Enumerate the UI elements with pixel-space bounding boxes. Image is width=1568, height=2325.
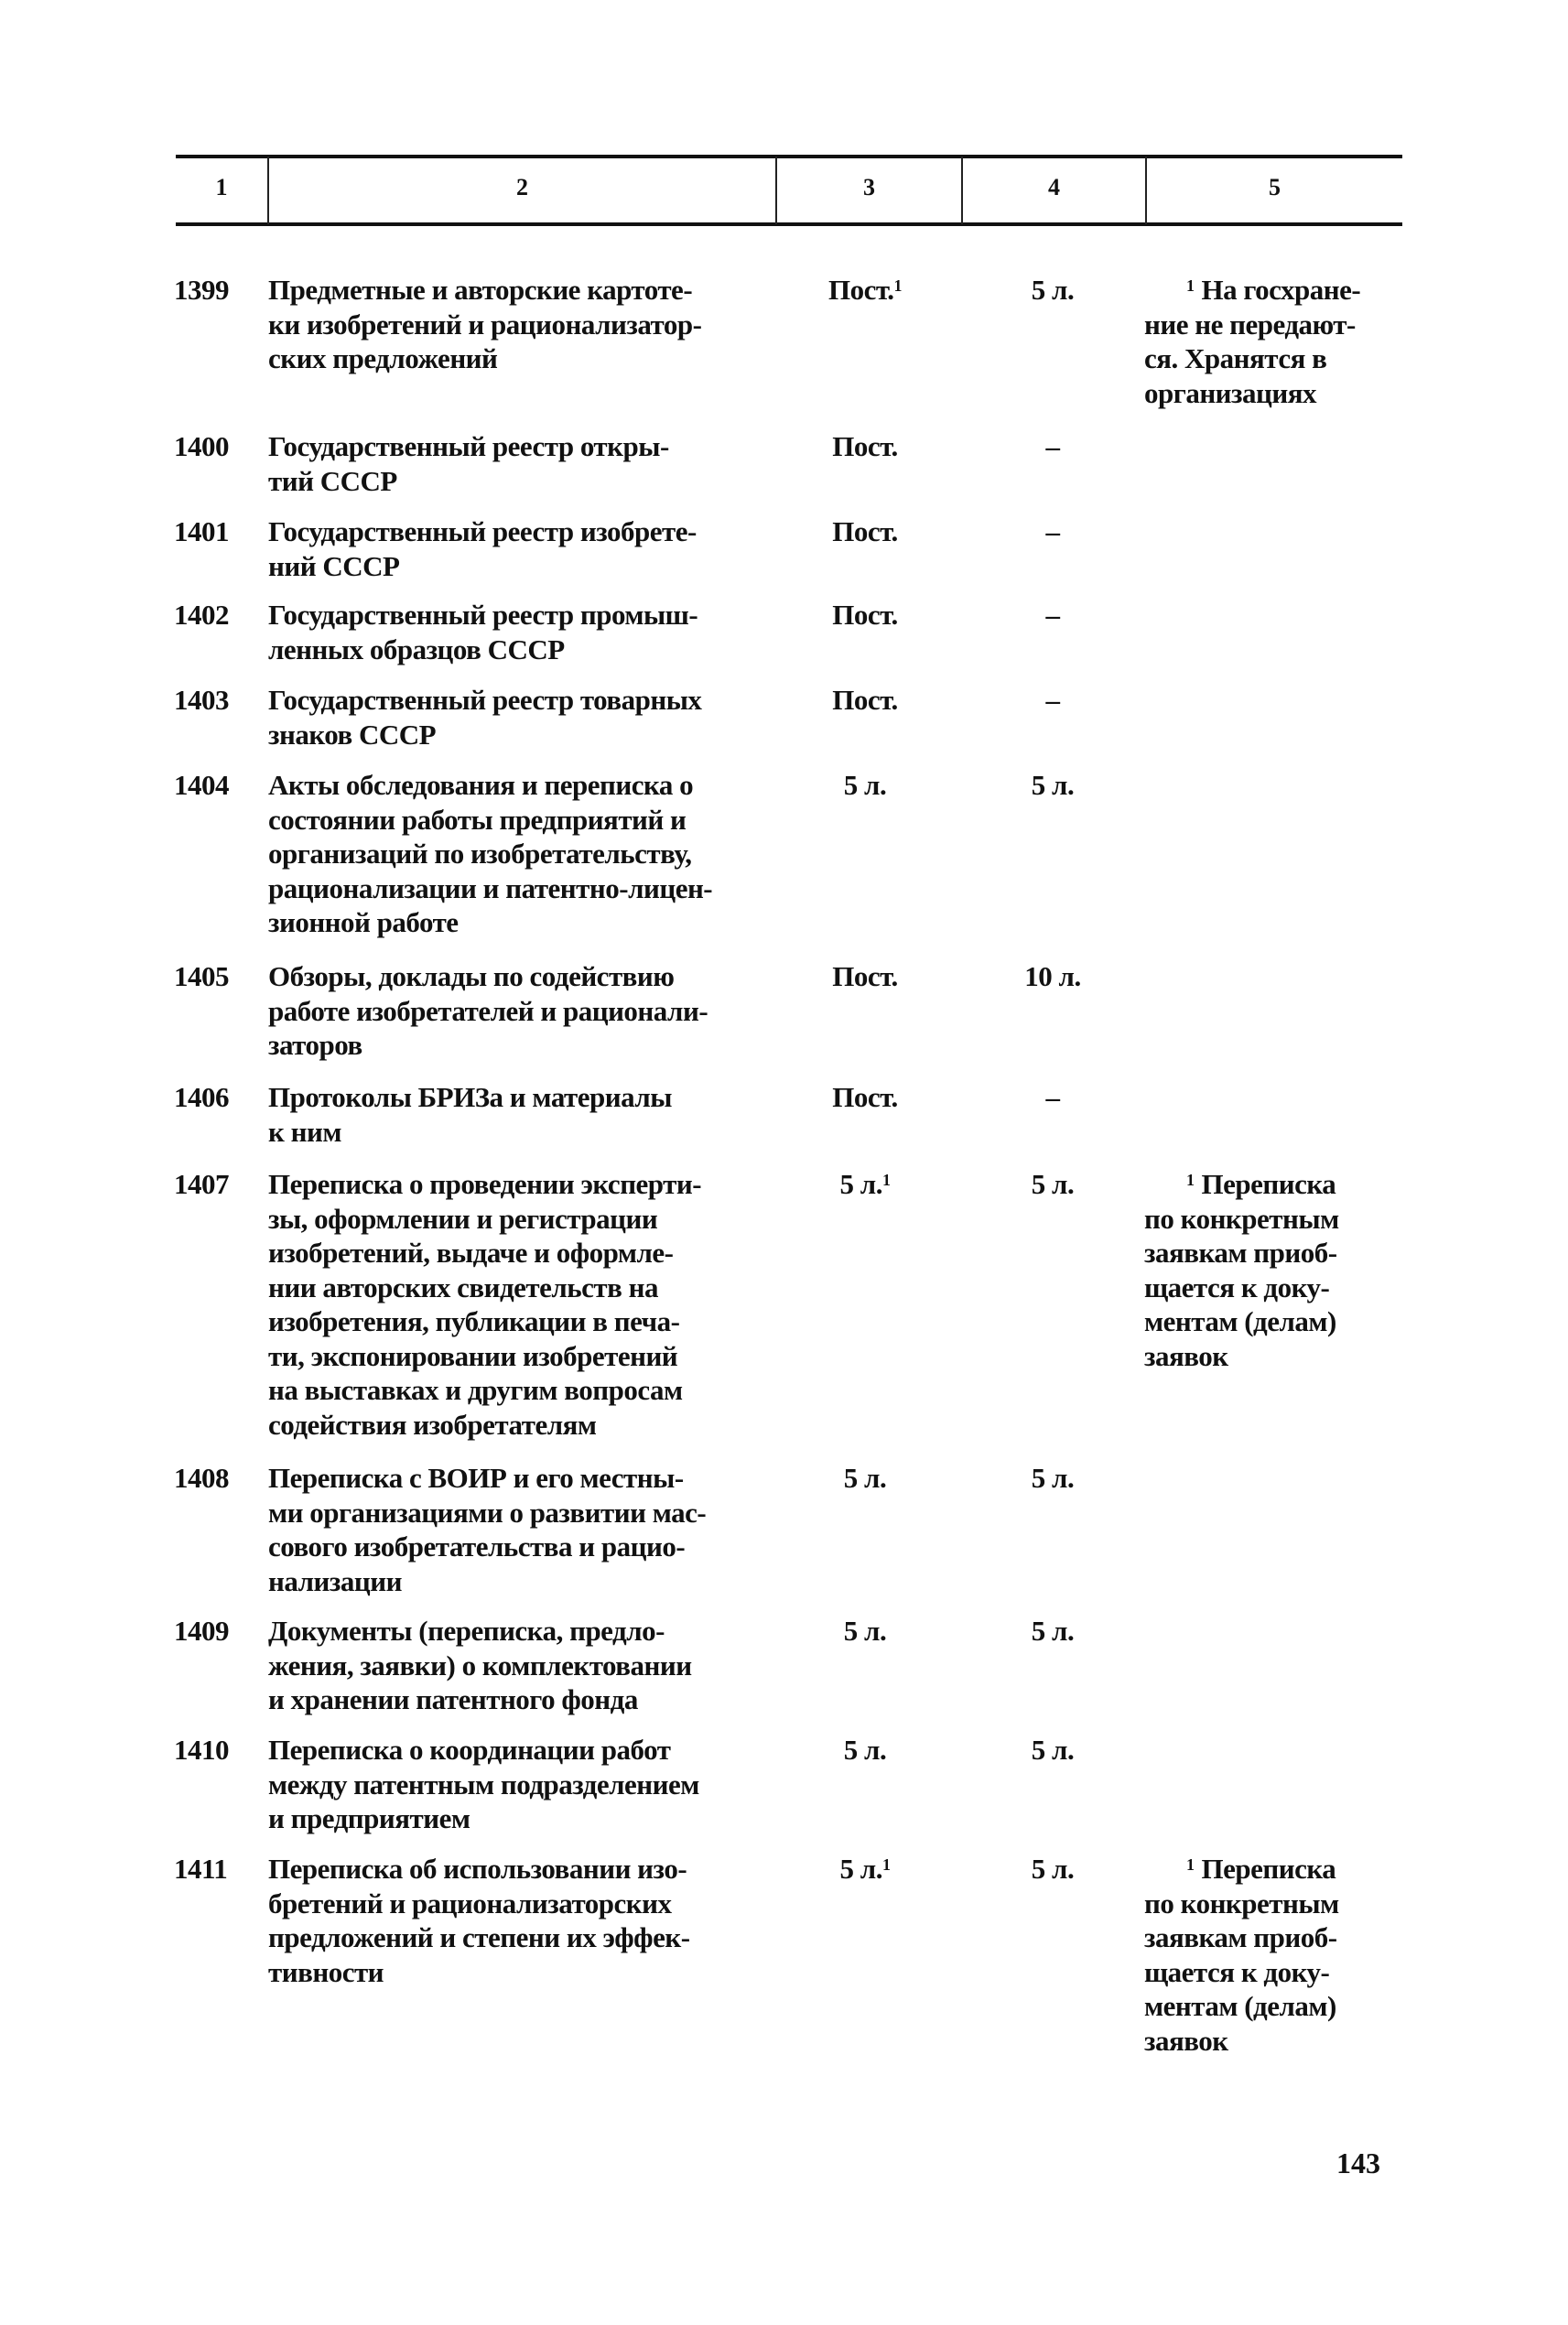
item-number: 1402	[174, 599, 229, 631]
table-header-bottom-rule	[176, 222, 1402, 226]
retention-period-value: Пост.	[832, 599, 898, 631]
retention-period	[806, 1461, 925, 1496]
item-description: Переписка об использовании изо- бретений и рационализаторских предложений и степени их эффек- тивности	[268, 1853, 690, 1988]
header-col-3: 3	[863, 174, 875, 200]
item-description: Государственный реестр изобрете- ний СССР	[268, 515, 697, 582]
retention-period-alt: 10 л.	[1024, 960, 1081, 992]
footnote-marker: 1	[1186, 276, 1195, 295]
item-number: 1407	[174, 1168, 229, 1200]
item-number: 1409	[174, 1615, 229, 1647]
header-col-2: 2	[516, 174, 528, 200]
item-description: Протоколы БРИЗа и материалы к ним	[268, 1081, 672, 1148]
item-description: Документы (переписка, предло- жения, заявки) о комплектовании и хранении патентного фонда	[268, 1615, 692, 1715]
table-top-rule	[176, 155, 1402, 158]
footnote-marker: 1	[1186, 1171, 1195, 1189]
item-number: 1405	[174, 960, 229, 992]
retention-period	[806, 1080, 925, 1115]
retention-period-value: 5 л.	[843, 1615, 887, 1647]
page-number: 143	[1336, 2147, 1380, 2179]
header-col-4: 4	[1048, 174, 1060, 200]
footnote-marker: 1	[881, 1171, 891, 1189]
item-description: Государственный реестр откры- тий СССР	[268, 430, 669, 497]
retention-period	[806, 598, 925, 633]
item-number: 1411	[174, 1853, 228, 1885]
retention-period	[806, 768, 925, 803]
retention-period-value: 5 л.	[843, 1734, 887, 1766]
item-description: Государственный реестр промыш- ленных образцов СССР	[268, 599, 698, 665]
footnote-text: На госхране- ние не передают- ся. Хранятся в организациях	[1144, 274, 1361, 409]
retention-period-alt: –	[1045, 1081, 1060, 1113]
retention-period-alt: 5 л.	[1031, 769, 1075, 801]
retention-period	[806, 1852, 925, 1887]
retention-period-alt: 5 л.	[1031, 1168, 1075, 1200]
item-number: 1403	[174, 684, 229, 716]
footnote-note	[1144, 1167, 1410, 1373]
item-number: 1400	[174, 430, 229, 462]
retention-period-value: Пост.	[832, 515, 898, 547]
item-description: Переписка о проведении эксперти- зы, оформлении и регистрации изобретений, выдаче и оформле- нии авторских свидетельств на изобретения, публикации в печа- ти, экспонировании изобретений на выставках и другим вопросам содействия изобретателям	[268, 1168, 702, 1441]
retention-period-alt: –	[1045, 599, 1060, 631]
footnote-text: Переписка по конкретным заявкам приоб- щается к доку- ментам (делам) заявок	[1144, 1853, 1339, 2057]
item-number: 1410	[174, 1734, 229, 1766]
retention-period	[806, 273, 925, 308]
retention-period-value: Пост.	[832, 1081, 898, 1113]
header-col-1: 1	[215, 174, 228, 200]
retention-period-alt: 5 л.	[1031, 1462, 1075, 1494]
retention-period-alt: –	[1045, 684, 1060, 716]
retention-period	[806, 1733, 925, 1768]
retention-period-value: Пост.	[827, 274, 894, 306]
retention-period-alt: 5 л.	[1031, 274, 1075, 306]
item-number: 1408	[174, 1462, 229, 1494]
item-description: Переписка о координации работ между патентным подразделением и предприятием	[268, 1734, 699, 1834]
retention-period-value: Пост.	[832, 684, 898, 716]
item-description: Акты обследования и переписка о состоянии работы предприятий и организаций по изобретательству, рационализации и патентно-лицен- зионной работе	[268, 769, 713, 938]
footnote-marker: 1	[1186, 1855, 1195, 1874]
retention-period	[806, 1614, 925, 1649]
retention-period	[806, 514, 925, 549]
retention-period	[806, 1167, 925, 1202]
retention-period-alt: 5 л.	[1031, 1734, 1075, 1766]
footnote-note	[1144, 273, 1410, 410]
retention-period-value: 5 л.	[839, 1168, 882, 1200]
retention-period-alt: 5 л.	[1031, 1853, 1075, 1885]
retention-period-value: Пост.	[832, 430, 898, 462]
header-col-5: 5	[1269, 174, 1281, 200]
item-number: 1399	[174, 274, 229, 306]
retention-period-alt: –	[1045, 515, 1060, 547]
retention-period	[806, 683, 925, 718]
item-description: Предметные и авторские картоте- ки изобретений и рационализатор- ских предложений	[268, 274, 702, 374]
retention-period	[806, 959, 925, 994]
item-description: Обзоры, доклады по содействию работе изобретателей и рационали- заторов	[268, 960, 708, 1061]
footnote-text: Переписка по конкретным заявкам приоб- щается к доку- ментам (делам) заявок	[1144, 1168, 1339, 1372]
item-number: 1404	[174, 769, 229, 801]
retention-period-value: 5 л.	[843, 1462, 887, 1494]
retention-period-alt: –	[1045, 430, 1060, 462]
footnote-marker: 1	[881, 1855, 891, 1874]
item-number: 1406	[174, 1081, 229, 1113]
item-number: 1401	[174, 515, 229, 547]
retention-period-value: 5 л.	[839, 1853, 882, 1885]
retention-period	[806, 429, 925, 464]
item-description: Переписка с ВОИР и его местны- ми организациями о развитии мас- сового изобретательства и рацио- нализации	[268, 1462, 707, 1597]
retention-period-value: Пост.	[832, 960, 898, 992]
footnote-marker: 1	[893, 276, 903, 295]
retention-period-value: 5 л.	[843, 769, 887, 801]
retention-period-alt: 5 л.	[1031, 1615, 1075, 1647]
footnote-note	[1144, 1852, 1410, 2058]
item-description: Государственный реестр товарных знаков СССР	[268, 684, 702, 751]
